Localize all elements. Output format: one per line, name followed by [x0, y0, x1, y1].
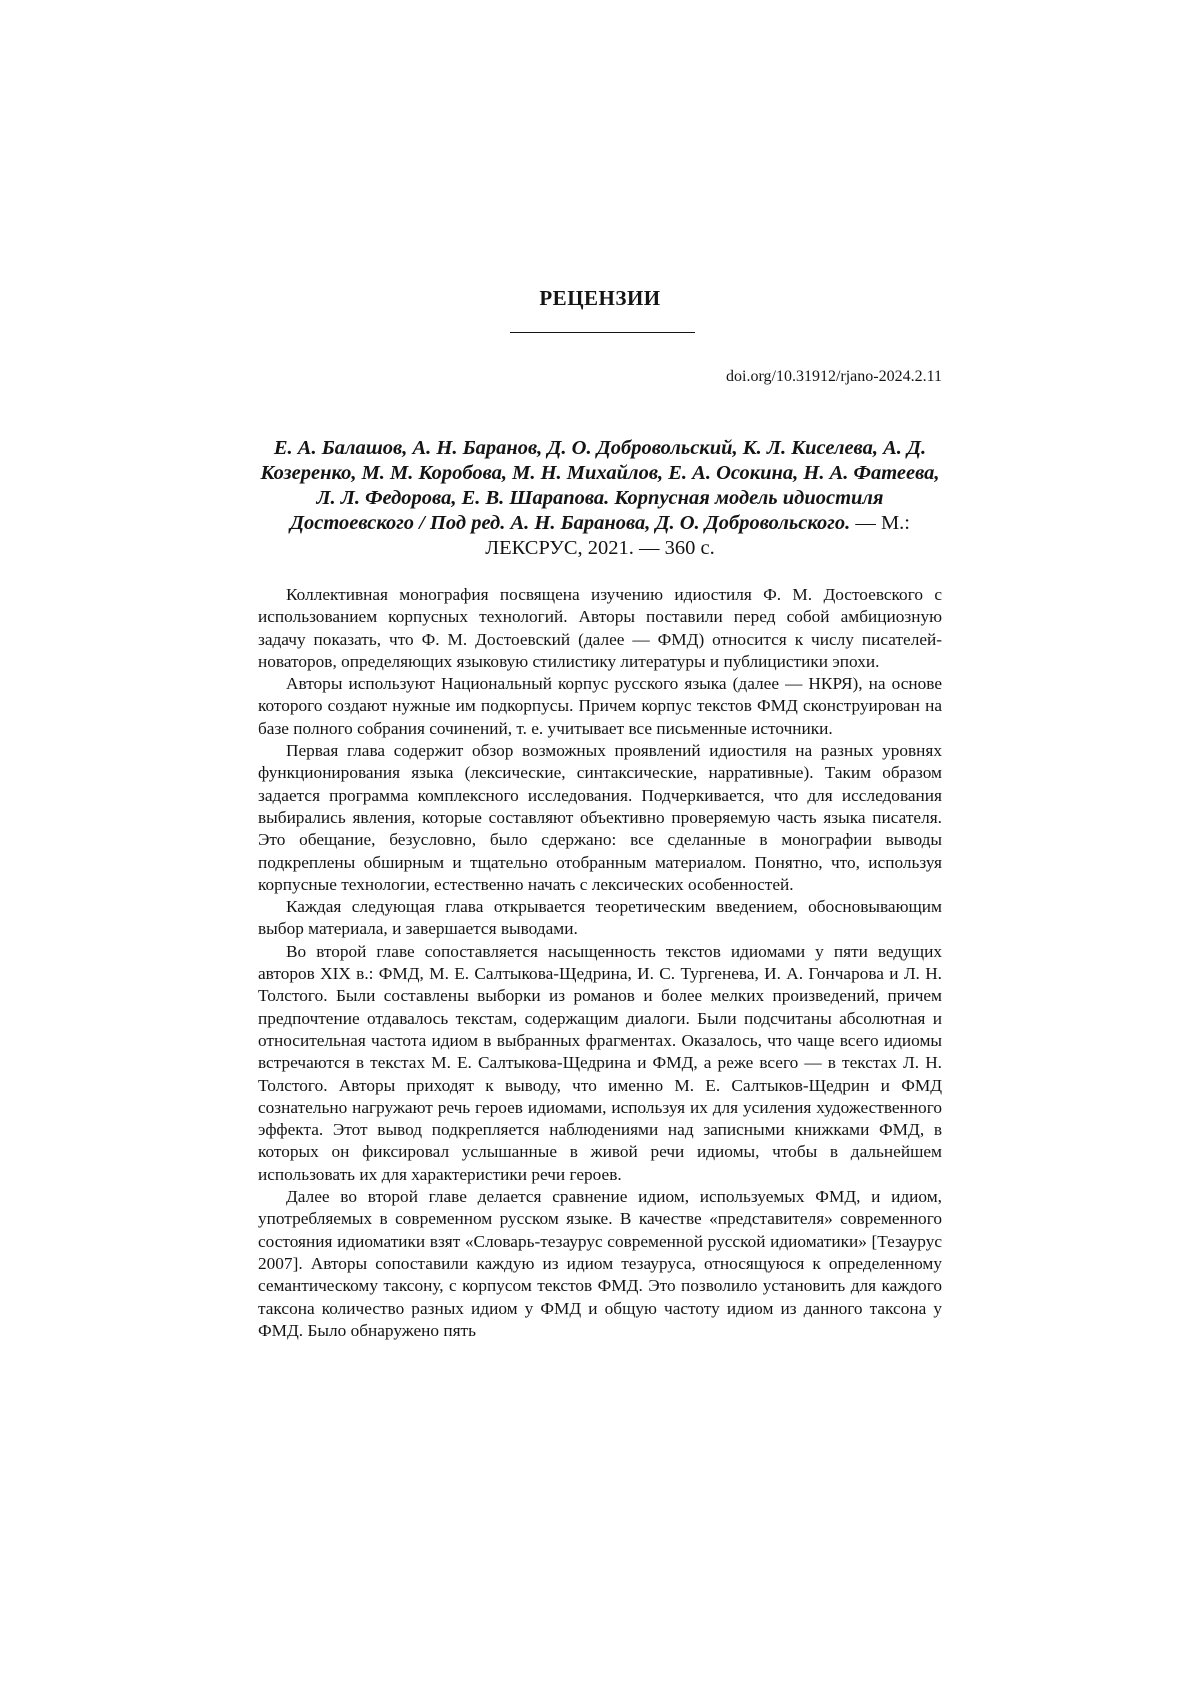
book-citation: [258, 436, 942, 561]
paragraph: Далее во второй главе делается сравнение идиом, используемых ФМД, и идиом, употребляемых в современном русском языке. В качестве «представителя» современного состояния идиоматики взят «Словарь-тезаурус современной русской идиоматики» [Тезаурус 2007]. Авторы сопоставили каждую из идиом тезауруса, относящуюся к определенному семантическому таксону, с корпусом текстов ФМД. Это позволило установить для каждого таксона количество разных идиом у ФМД и общую частоту идиом из данного таксона у ФМД. Было обнаружено пять: [258, 1187, 942, 1340]
paragraph: Авторы используют Национальный корпус русского языка (далее — НКРЯ), на основе которого создают нужные им подкорпусы. Причем корпус текстов ФМД сконструирован на базе полного собрания сочинений, т. е. учитывает все письменные источники.: [258, 674, 942, 738]
citation-publication: — М.: ЛЕКСРУС, 2021. — 360 с.: [485, 512, 911, 559]
section-title-rule: [510, 332, 695, 333]
review-body: [258, 584, 942, 1342]
citation-authors-title: Е. А. Балашов, А. Н. Баранов, Д. О. Добровольский, К. Л. Киселева, А. Д. Козеренко, М. М. Коробова, М. Н. Михайлов, Е. А. Осокина, Н. А. Фатеева, Л. Л. Федорова, Е. В. Шарапова. Корпусная модель идиостиля Достоевского / Под ред. А. Н. Баранова, Д. О. Добровольского.: [260, 437, 940, 534]
paragraph: Каждая следующая глава открывается теоретическим введением, обосновывающим выбор материала, и завершается выводами.: [258, 897, 942, 939]
paragraph: Во второй главе сопоставляется насыщенность текстов идиомами у пяти ведущих авторов XIX в.: ФМД, М. Е. Салтыкова-Щедрина, И. С. Тургенева, И. А. Гончарова и Л. Н. Толстого. Были составлены выборки из романов и более мелких произведений, причем предпочтение отдавалось текстам, содержащим диалоги. Были подсчитаны абсолютная и относительная частота идиом в выбранных фрагментах. Оказалось, что чаще всего идиомы встречаются в текстах М. Е. Салтыкова-Щедрина и ФМД, а реже всего — в текстах Л. Н. Толстого. Авторы приходят к выводу, что именно М. Е. Салтыков-Щедрин и ФМД сознательно нагружают речь героев идиомами, используя их для усиления художественного эффекта. Этот вывод подкрепляется наблюдениями над записными книжками ФМД, в которых он фиксировал услышанные в живой речи идиомы, чтобы в дальнейшем использовать их для характеристики речи героев.: [258, 941, 942, 1184]
paragraph: Коллективная монография посвящена изучению идиостиля Ф. М. Достоевского с использованием корпусных технологий. Авторы поставили перед собой амбициозную задачу показать, что Ф. М. Достоевский (далее — ФМД) относится к числу писателей-новаторов, определяющих языковую стилистику литературы и публицистики эпохи.: [258, 585, 942, 671]
paragraph: Первая глава содержит обзор возможных проявлений идиостиля на разных уровнях функционирования языка (лексические, синтаксические, нарративные). Таким образом задается программа комплексного исследования. Подчеркивается, что для исследования выбирались явления, которые составляют объективно проверяемую часть языка писателя. Это обещание, безусловно, было сдержано: все сделанные в монографии выводы подкреплены обширным и тщательно отобранным материалом. Понятно, что, используя корпусные технологии, естественно начать с лексических особенностей.: [258, 741, 942, 894]
doi-link[interactable]: doi.org/10.31912/rjano-2024.2.11: [726, 368, 942, 385]
section-title: РЕЦЕНЗИИ: [539, 286, 661, 310]
